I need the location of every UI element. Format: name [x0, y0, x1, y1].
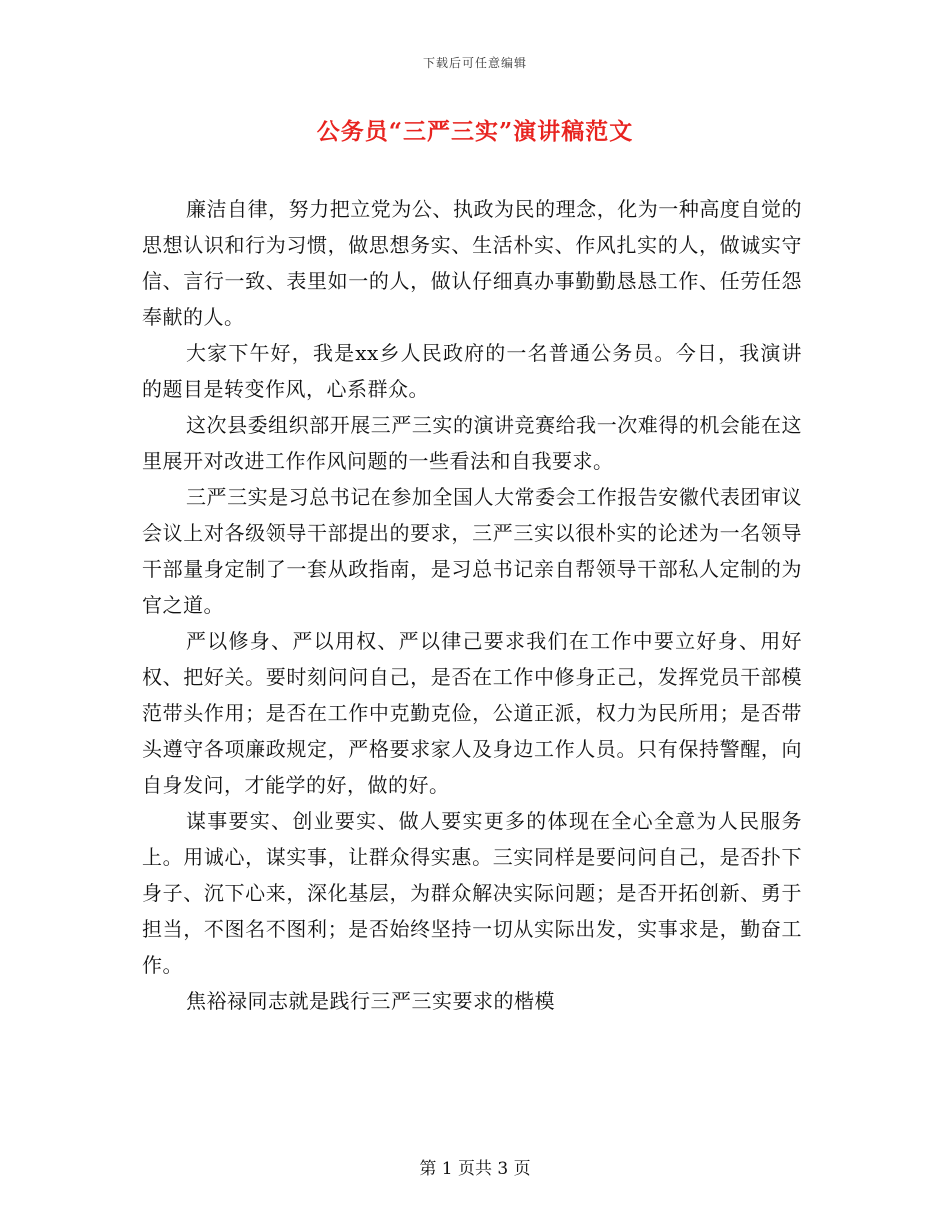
document-body [142, 191, 802, 1019]
paragraph: 三严三实是习总书记在参加全国人大常委会工作报告安徽代表团审议会议上对各级领导干部提出的要求，三严三实以很朴实的论述为一名领导干部量身定制了一套从政指南，是习总书记亲自帮领导干部私人定制的为官之道。 [142, 485, 802, 617]
paragraph: 严以修身、严以用权、严以律己要求我们在工作中要立好身、用好权、把好关。要时刻问问自己，是否在工作中修身正己，发挥党员干部模范带头作用；是否在工作中克勤克俭，公道正派，权力为民所用；是否带头遵守各项廉政规定，严格要求家人及身边工作人员。只有保持警醒，向自身发问，才能学的好，做的好。 [142, 629, 802, 797]
header-note: 下载后可任意编辑 [422, 56, 527, 70]
paragraph: 谋事要实、创业要实、做人要实更多的体现在全心全意为人民服务上。用诚心，谋实事，让群众得实惠。三实同样是要问问自己，是否扑下身子、沉下心来，深化基层，为群众解决实际问题；是否开拓创新、勇于担当，不图名不图利；是否始终坚持一切从实际出发，实事求是，勤奋工作。 [142, 809, 802, 977]
paragraph: 大家下午好，我是xx乡人民政府的一名普通公务员。今日，我演讲的题目是转变作风，心系群众。 [142, 341, 802, 401]
paragraph: 焦裕禄同志就是践行三严三实要求的楷模 [186, 989, 555, 1013]
paragraph: 这次县委组织部开展三严三实的演讲竞赛给我一次难得的机会能在这里展开对改进工作作风问题的一些看法和自我要求。 [142, 413, 802, 473]
page-number: 第 1 页共 3 页 [419, 1159, 531, 1179]
paragraph: 廉洁自律，努力把立党为公、执政为民的理念，化为一种高度自觉的思想认识和行为习惯，做思想务实、生活朴实、作风扎实的人，做诚实守信、言行一致、表里如一的人，做认仔细真办事勤勤恳恳工作、任劳任怨奉献的人。 [142, 197, 802, 329]
document-title: 公务员“三严三实”演讲稿范文 [316, 118, 634, 145]
